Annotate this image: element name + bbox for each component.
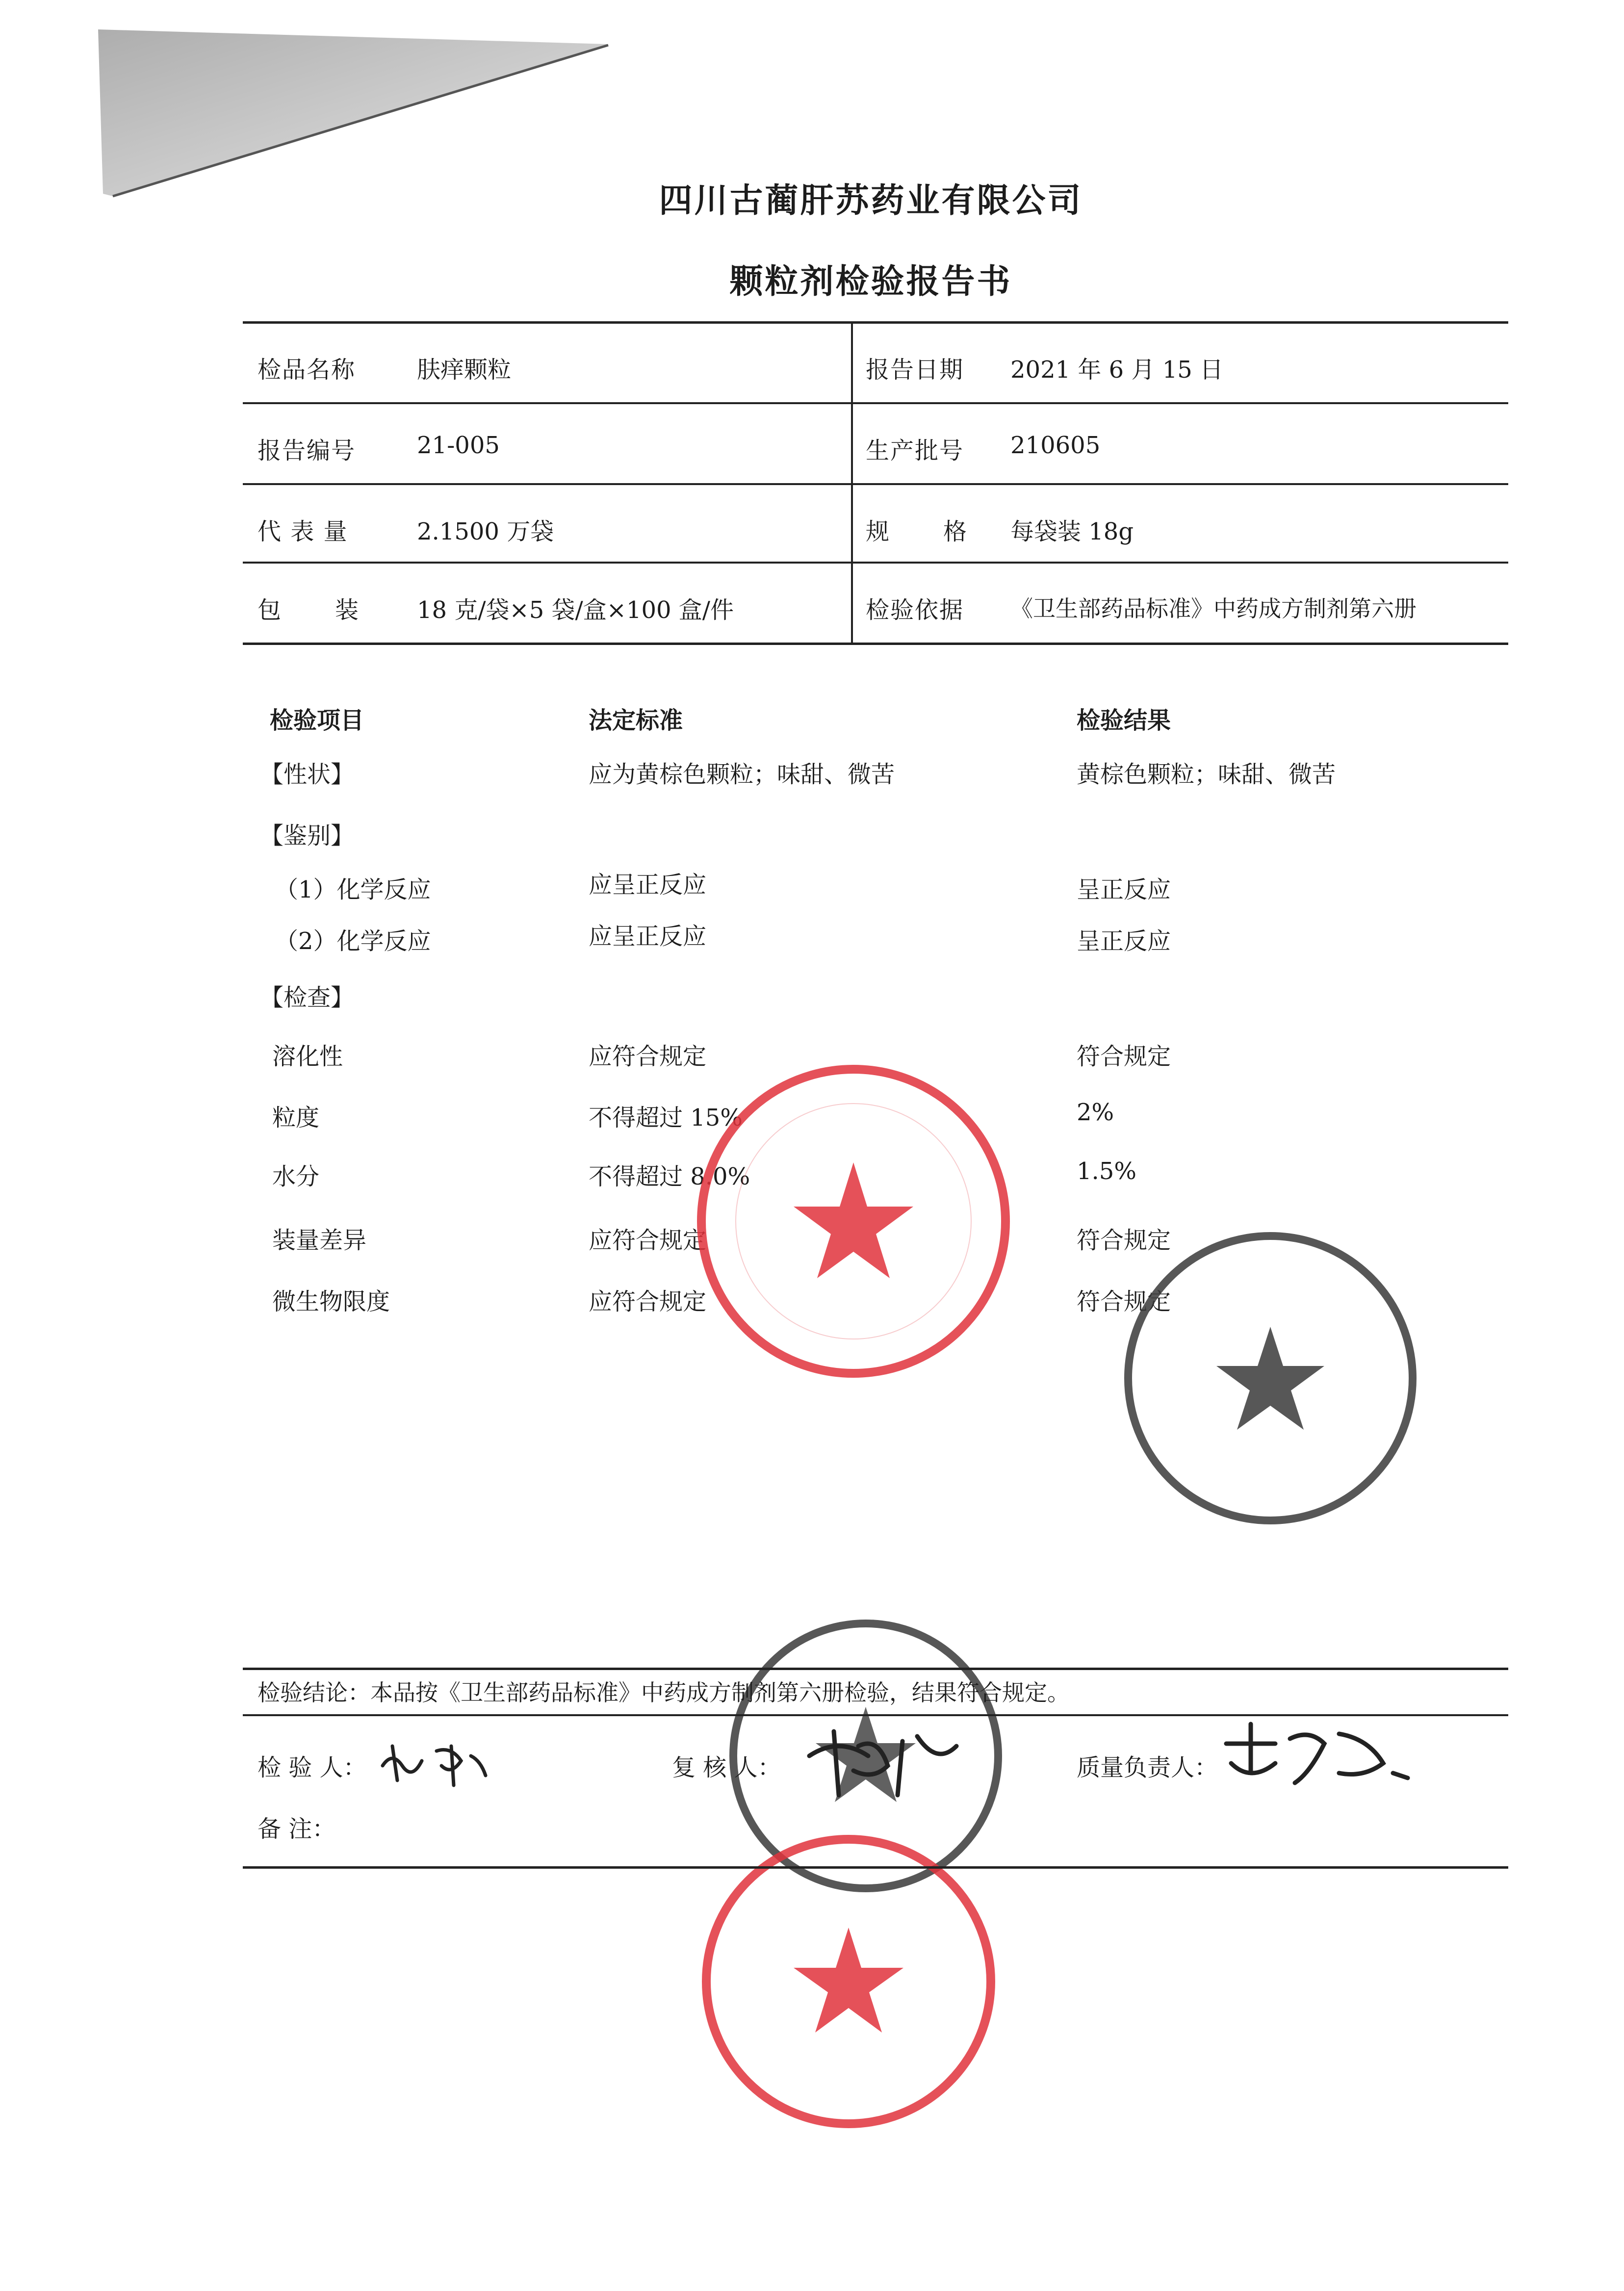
result-item: 微生物限度 — [272, 1288, 390, 1315]
result-standard: 应符合规定 — [589, 1043, 707, 1070]
info-table-row-divider — [243, 402, 1508, 404]
inspector-label: 检 验 人： — [258, 1754, 367, 1781]
reviewer-label: 复 核 人： — [672, 1754, 781, 1781]
conclusion-text: 检验结论：本品按《卫生部药品标准》中药成方制剂第六册检验，结果符合规定。 — [258, 1679, 1070, 1706]
inspection-report-seal — [1118, 1226, 1422, 1530]
result-item: 粒度 — [272, 1104, 320, 1132]
result-standard: 应为黄棕色颗粒；味甜、微苦 — [589, 761, 895, 788]
info-table-column-divider — [851, 323, 853, 643]
footer-row-divider — [243, 1714, 1508, 1716]
info-table-top-border — [243, 321, 1508, 324]
report-number-value: 21-005 — [417, 432, 500, 459]
result-standard: 应符合规定 — [589, 1288, 707, 1315]
packaging-value: 18 克/袋×5 袋/盒×100 盒/件 — [417, 596, 734, 624]
result-standard: 应呈正反应 — [589, 871, 707, 899]
batch-number-label: 生产批号 — [866, 437, 964, 464]
result-item: 水分 — [272, 1163, 320, 1190]
result-standard: 应呈正反应 — [589, 923, 707, 950]
result-item: （2）化学反应 — [275, 927, 431, 955]
result-item: 溶化性 — [272, 1043, 343, 1070]
result-value: 符合规定 — [1077, 1288, 1171, 1315]
result-item: 【性状】 — [260, 761, 355, 788]
report-number-label: 报告编号 — [258, 437, 356, 464]
batch-number-value: 210605 — [1010, 432, 1101, 459]
result-value: 黄棕色颗粒；味甜、微苦 — [1077, 761, 1336, 788]
reviewer-signature — [804, 1722, 961, 1805]
result-value: 符合规定 — [1077, 1227, 1171, 1254]
header-standard: 法定标准 — [589, 707, 683, 734]
result-value: 1.5% — [1077, 1158, 1136, 1185]
sample-name-label: 检品名称 — [258, 356, 356, 384]
document-title: 颗粒剂检验报告书 — [729, 262, 1012, 301]
result-standard: 应符合规定 — [589, 1227, 707, 1254]
qa-manager-signature — [1216, 1719, 1422, 1802]
test-basis-value: 《卫生部药品标准》中药成方制剂第六册 — [1010, 595, 1417, 622]
info-table-row-divider — [243, 483, 1508, 485]
quantity-label: 代 表 量 — [258, 518, 348, 545]
result-item: 装量差异 — [272, 1227, 367, 1254]
report-date-label: 报告日期 — [866, 356, 964, 384]
test-basis-label: 检验依据 — [866, 596, 964, 624]
result-item: 【检查】 — [260, 984, 355, 1011]
info-table-bottom-border — [243, 643, 1508, 645]
report-date-value: 2021 年 6 月 15 日 — [1010, 356, 1224, 384]
header-test-item: 检验项目 — [270, 707, 364, 734]
result-value: 符合规定 — [1077, 1043, 1171, 1070]
info-table-row-divider — [243, 562, 1508, 564]
result-standard: 不得超过 8.0% — [589, 1163, 750, 1190]
remark-label: 备 注： — [258, 1815, 336, 1843]
result-value: 呈正反应 — [1077, 927, 1171, 955]
result-standard: 不得超过 15% — [589, 1104, 743, 1132]
spec-label: 规格 — [866, 518, 1021, 545]
packaging-label: 包装 — [258, 596, 413, 624]
result-value: 呈正反应 — [1077, 876, 1171, 903]
result-value: 2% — [1077, 1099, 1114, 1126]
company-seal-red — [692, 1059, 1015, 1383]
inspector-signature — [378, 1736, 495, 1790]
spec-value: 每袋装 18g — [1010, 518, 1134, 545]
result-item: （1）化学反应 — [275, 876, 431, 903]
company-name: 四川古蔺肝苏药业有限公司 — [659, 181, 1083, 220]
sample-name-value: 肤痒颗粒 — [417, 356, 512, 384]
quality-dept-seal-red — [696, 1829, 1001, 2134]
result-item: 【鉴别】 — [260, 822, 355, 849]
qa-manager-label: 质量负责人： — [1077, 1754, 1218, 1781]
header-result: 检验结果 — [1077, 707, 1171, 734]
footer-bottom-border — [243, 1866, 1508, 1869]
footer-top-border — [243, 1668, 1508, 1670]
quantity-value: 2.1500 万袋 — [417, 518, 554, 545]
